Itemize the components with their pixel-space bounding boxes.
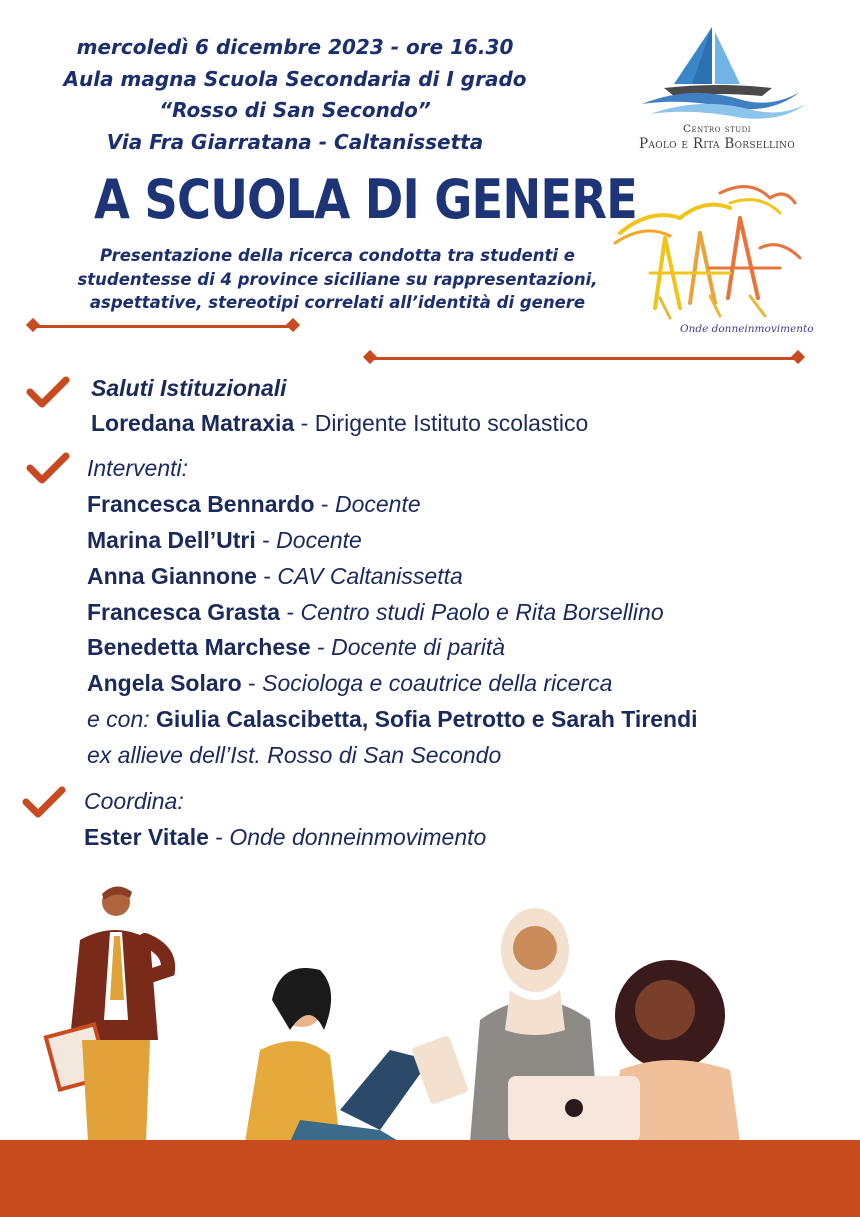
subtitle-line3: aspettative, stereotipi correlati all’identità di genere (89, 293, 586, 312)
subtitle-line2: studentesse di 4 province siciliane su rappresentazioni, (77, 269, 598, 289)
list-item: Angela Solaro - Sociologa e coautrice della ricerca (87, 670, 613, 696)
check-icon (26, 452, 70, 486)
event-date-time: mercoledì 6 dicembre 2023 - ore 16.30 (76, 35, 514, 59)
check-icon (22, 786, 66, 820)
greetings-speaker: Loredana Matraxia - Dirigente Istituto scolastico (91, 410, 589, 436)
speaker-name: Loredana Matraxia (91, 410, 295, 436)
man-figure (46, 886, 168, 1142)
centro-studi-name: Paolo e Rita Borsellino (639, 136, 795, 152)
also-note: ex allieve dell’Ist. Rosso di San Secondo (87, 742, 502, 768)
list-item: Benedetta Marchese - Docente di parità (87, 634, 506, 660)
talks-heading: Interventi: (87, 455, 188, 481)
divider-left (33, 325, 293, 328)
woman-laptop-figure (245, 968, 430, 1142)
check-icon (26, 376, 70, 410)
centro-studi-caption: Centro studi (682, 123, 752, 135)
onde-figures-icon (610, 178, 810, 328)
speaker-role: Dirigente Istituto scolastico (314, 410, 589, 436)
onde-caption: Onde donneinmovimento (680, 323, 814, 335)
list-item: Francesca Bennardo - Docente (87, 491, 421, 517)
subtitle-line1: Presentazione della ricerca condotta tra studenti e (100, 246, 575, 265)
page-title: A SCUOLA DI GENERE (94, 168, 637, 231)
list-item: Francesca Grasta - Centro studi Paolo e Rita Borsellino (87, 599, 664, 625)
greetings-heading: Saluti Istituzionali (91, 375, 287, 401)
list-item: Anna Giannone - CAV Caltanissetta (87, 563, 463, 589)
divider-right (370, 357, 798, 360)
event-venue-line1: Aula magna Scuola Secondaria di I grado (63, 66, 527, 91)
moderator: Ester Vitale - Onde donneinmovimento (84, 824, 487, 850)
event-address: Via Fra Giarratana - Caltanissetta (106, 129, 484, 154)
people-illustration (40, 880, 800, 1142)
sailboat-icon (622, 22, 812, 122)
also-line: e con: Giulia Calascibetta, Sofia Petrotto e Sarah Tirendi (87, 706, 698, 732)
centro-studi-logo (622, 22, 812, 157)
footer-bar (0, 1140, 860, 1217)
moderator-heading: Coordina: (84, 788, 184, 814)
list-item: Marina Dell’Utri - Docente (87, 527, 362, 553)
event-subtitle (60, 244, 615, 315)
event-header (60, 32, 530, 158)
event-venue-line2: “Rosso di San Secondo” (159, 98, 431, 122)
onde-logo (610, 178, 814, 338)
